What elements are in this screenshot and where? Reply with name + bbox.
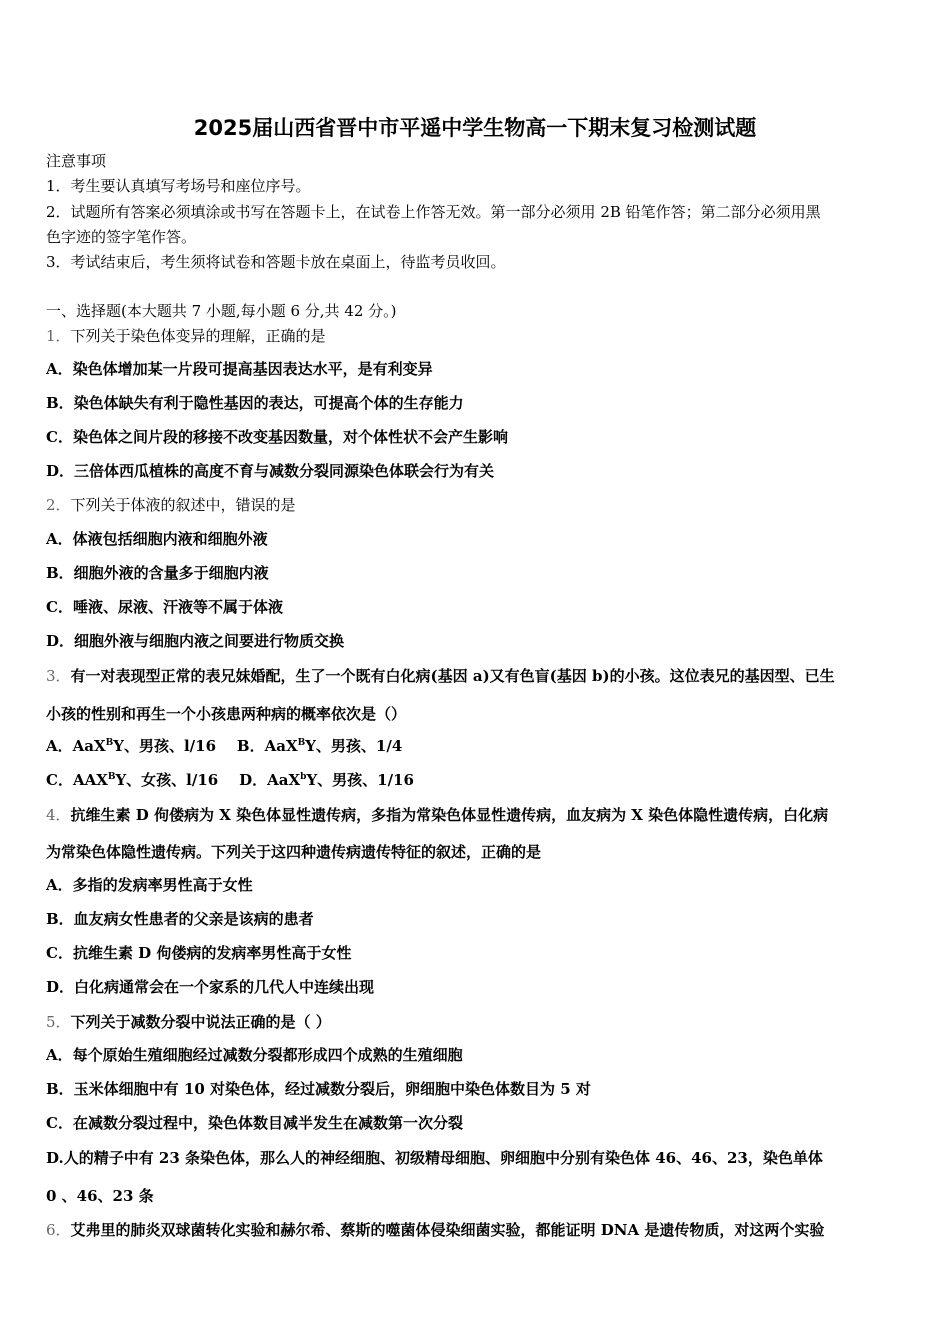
question-stem [46,1012,908,1032]
option-d: D．三倍体西瓜植株的高度不育与减数分裂同源染色体联会行为有关 [46,462,495,480]
option-a: A．每个原始生殖细胞经过减数分裂都形成四个成熟的生殖细胞 [46,1046,463,1064]
option-d: D．白化病通常会在一个家系的几代人中连续出现 [46,978,375,996]
question-stem-continued: 为常染色体隐性遗传病。下列关于这四种遗传病遗传特征的叙述，正确的是 [46,843,542,861]
option-c: C．染色体之间片段的移接不改变基因数量，对个体性状不会产生影响 [46,428,508,446]
question-number: 2． [46,496,71,514]
notice-heading: 注意事项 [46,152,107,170]
option-d: D.人的精子中有 23 条染色体，那么人的神经细胞、初级精母细胞、卵细胞中分别有染色体 46、46、23，染色单体 [46,1149,823,1167]
question-stem [46,666,908,686]
page-title: 2025届山西省晋中市平遥中学生物高一下期末复习检测试题 [193,116,757,140]
option-c: C．在减数分裂过程中，染色体数目减半发生在减数第一次分裂 [46,1114,463,1132]
notice-item: 3．考试结束后，考生须将试卷和答题卡放在桌面上，待监考员收回。 [46,253,506,271]
question-number: 4． [46,806,71,824]
question-stem [46,805,908,825]
option-b: B．细胞外液的含量多于细胞内液 [46,564,269,582]
option-c: C．抗维生素 D 佝偻病的发病率男性高于女性 [46,944,352,962]
option-c: C．唾液、尿液、汗液等不属于体液 [46,598,283,616]
question-number: 5． [46,1013,71,1031]
section-heading: 一、选择题(本大题共 7 小题,每小题 6 分,共 42 分。) [46,302,397,320]
option-a: A．AaX$^B$Y、男孩、l/16 [46,737,217,755]
question-stem [46,1220,908,1240]
notice-item: 1．考生要认真填写考场号和座位序号。 [46,177,311,195]
question-number: 6． [46,1221,71,1239]
option-a: A．体液包括细胞内液和细胞外液 [46,530,268,548]
option-d: D．AaX$^b$Y、男孩、1/16 [239,771,414,789]
question-stem-continued: 小孩的性别和再生一个小孩患两种病的概率依次是（） [46,705,407,723]
option-a: A．多指的发病率男性高于女性 [46,876,253,894]
option-c: C．$AAX^BY$、女孩、l/16 [46,771,219,789]
question-text: 下列关于体液的叙述中，错误的是 [70,496,296,514]
question-text: 抗维生素 D 佝偻病为 X 染色体显性遗传病，多指为常染色体显性遗传病，血友病为 X 染色体隐性遗传病，白化病 [70,806,829,824]
question-number: 1． [46,327,71,345]
option-a: A．染色体增加某一片段可提高基因表达水平，是有利变异 [46,360,433,378]
question-stem [46,495,908,515]
question-number: 3． [46,667,71,685]
option-b: B．AaX$^B$Y、男孩、1/4 [236,737,403,755]
question-text: 下列关于染色体变异的理解，正确的是 [70,327,326,345]
question-text: 下列关于减数分裂中说法正确的是（ ） [70,1013,331,1031]
option-d: D．细胞外液与细胞内液之间要进行物质交换 [46,632,345,650]
question-text: 艾弗里的肺炎双球菌转化实验和赫尔希、蔡斯的噬菌体侵染细菌实验，都能证明 DNA 是遗传物质，对这两个实验 [70,1221,825,1239]
option-b: B．玉米体细胞中有 10 对染色体，经过减数分裂后，卵细胞中染色体数目为 5 对 [46,1080,591,1098]
option-row [46,736,908,756]
notice-item: 色字迹的签字笔作答。 [46,228,197,246]
question-text: 有一对表现型正常的表兄妹婚配，生了一个既有白化病(基因 a)又有色盲(基因 b)的小孩。这位表兄的基因型、已生 [70,667,835,685]
option-row [46,770,908,790]
option-d-continued: 0 、46、23 条 [46,1187,154,1205]
option-b: B．血友病女性患者的父亲是该病的患者 [46,910,314,928]
option-b: B．染色体缺失有利于隐性基因的表达，可提高个体的生存能力 [46,394,464,412]
notice-item: 2．试题所有答案必须填涂或书写在答题卡上，在试卷上作答无效。第一部分必须用 2B 铅笔作答；第二部分必须用黑 [46,203,821,221]
question-stem [46,326,908,346]
